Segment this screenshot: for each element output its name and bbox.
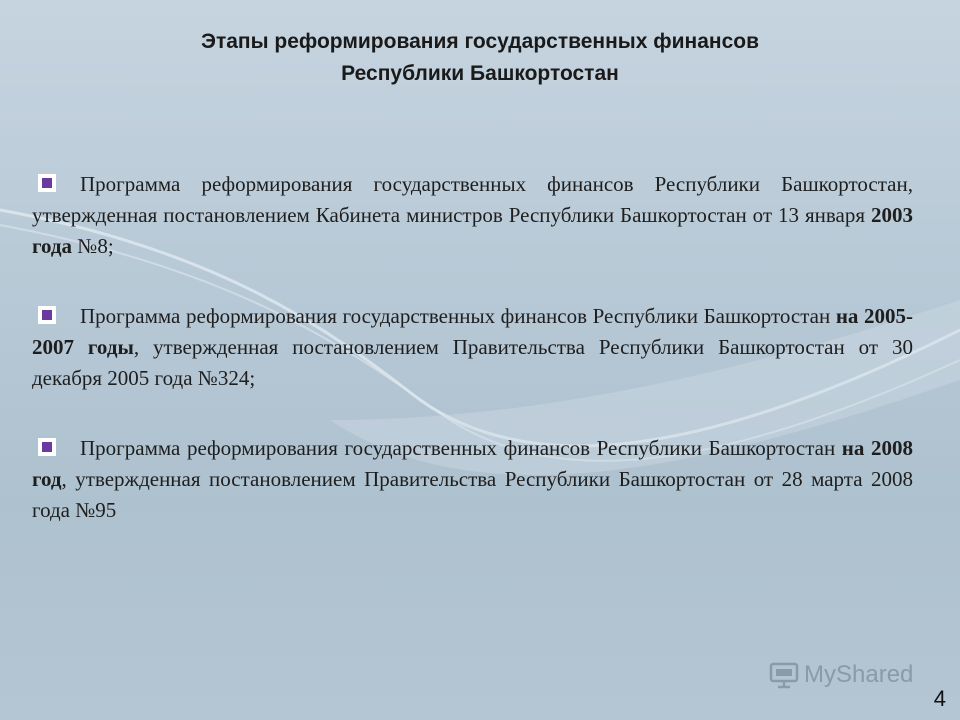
list-item: [32, 301, 913, 394]
square-bullet-icon: [38, 174, 56, 192]
square-bullet-icon: [38, 438, 56, 456]
item-text: , утвержденная постановлением Правительства Республики Башкортостан от 28 марта 2008 года №95: [32, 467, 913, 522]
slide-title-line-2: Республики Башкортостан: [341, 62, 619, 85]
list-item: [32, 169, 913, 262]
item-text-bold: 2003 года: [32, 203, 913, 258]
item-text: , утвержденная постановлением Правительства Республики Башкортостан от 30 декабря 2005 года №324;: [32, 335, 913, 390]
page-number: 4: [933, 686, 946, 711]
item-text-bold: на 2005-2007 годы: [32, 304, 913, 359]
item-text: Программа реформирования государственных финансов Республики Башкортостан: [80, 304, 836, 328]
presentation-screen-icon: [768, 659, 800, 691]
item-text-bold: на 2008 год: [32, 436, 913, 491]
bullet-list: [32, 169, 913, 565]
list-item: [32, 433, 913, 526]
item-text: Программа реформирования государственных финансов Республики Башкортостан, утвержденная постановлением Кабинета министров Республики Башкортостан от 13 января: [32, 172, 913, 227]
myshared-logo: [768, 658, 913, 692]
slide-title-line-1: Этапы реформирования государственных финансов: [201, 30, 759, 53]
item-text: Программа реформирования государственных финансов Республики Башкортостан: [80, 436, 842, 460]
slide-title: [60, 26, 900, 90]
item-text: №8;: [72, 234, 114, 258]
logo-text: MyShared: [804, 661, 914, 688]
square-bullet-icon: [38, 306, 56, 324]
